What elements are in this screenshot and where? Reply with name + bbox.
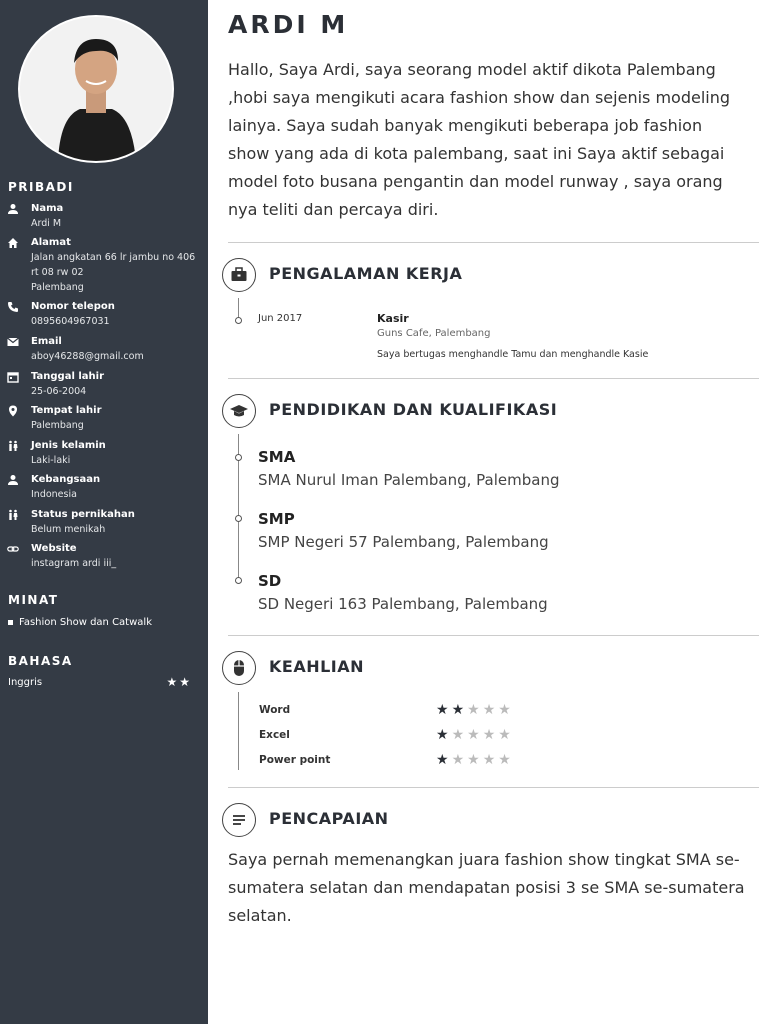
star-empty-icon: ★ bbox=[498, 752, 514, 768]
info-value: 0895604967031 bbox=[31, 316, 110, 327]
info-label: Tempat lahir bbox=[31, 405, 102, 416]
job-company: Guns Cafe, Palembang bbox=[377, 328, 491, 339]
home-icon bbox=[7, 237, 19, 249]
experience-section-title: PENGALAMAN KERJA bbox=[269, 264, 463, 283]
education-level: SMP bbox=[258, 510, 295, 528]
star-empty-icon: ★ bbox=[451, 752, 468, 768]
timeline-line bbox=[238, 692, 239, 770]
timeline-dot bbox=[235, 454, 242, 461]
star-empty-icon: ★ bbox=[482, 752, 499, 768]
education-school: SMP Negeri 57 Palembang, Palembang bbox=[258, 533, 549, 551]
info-value: 25-06-2004 bbox=[31, 386, 87, 397]
education-school: SMA Nurul Iman Palembang, Palembang bbox=[258, 471, 560, 489]
interests-section-title: MINAT bbox=[8, 593, 59, 607]
job-position: Kasir bbox=[377, 312, 409, 325]
info-value: Belum menikah bbox=[31, 524, 106, 535]
profile-photo bbox=[18, 15, 174, 163]
star-empty-icon: ★ bbox=[482, 727, 499, 743]
timeline-dot bbox=[235, 577, 242, 584]
education-school: SD Negeri 163 Palembang, Palembang bbox=[258, 595, 548, 613]
marital-status-icon bbox=[7, 509, 19, 521]
profile-summary: Hallo, Saya Ardi, saya seorang model aktif dikota Palembang ,hobi saya mengikuti acara fashion show dan sejenis modeling lainya. Saya sudah banyak mengikuti beberapa job fashion show yang ada di kota palembang, saat ini Saya aktif sebagai model foto busana pengantin dan model runway , saya orang nya teliti dan percaya diri. bbox=[228, 60, 731, 219]
skill-rating-stars bbox=[436, 703, 514, 717]
info-value: Jalan angkatan 66 lr jambu no 406 rt 08 rw 02 Palembang bbox=[31, 252, 196, 293]
star-empty-icon: ★ bbox=[467, 702, 483, 718]
info-value: Palembang bbox=[31, 420, 84, 431]
bullet-icon bbox=[8, 620, 13, 625]
calendar-icon bbox=[7, 371, 19, 383]
timeline-dot bbox=[235, 317, 242, 324]
info-value[interactable]: instagram ardi iii_ bbox=[31, 558, 117, 569]
info-label: Kebangsaan bbox=[31, 474, 101, 485]
star-empty-icon: ★ bbox=[451, 727, 468, 743]
star-empty-icon: ★ bbox=[498, 702, 514, 718]
star-filled-icon: ★ bbox=[436, 752, 452, 768]
languages-section-title: BAHASA bbox=[8, 654, 73, 668]
info-label[interactable]: Website bbox=[31, 543, 77, 554]
education-level: SMA bbox=[258, 448, 296, 466]
info-label: Alamat bbox=[31, 237, 71, 248]
info-value: aboy46288@gmail.com bbox=[31, 351, 144, 362]
skills-section-title: KEAHLIAN bbox=[269, 657, 365, 676]
info-label: Jenis kelamin bbox=[31, 440, 106, 451]
document-lines-icon bbox=[222, 803, 256, 837]
candidate-name: ARDI M bbox=[228, 10, 349, 39]
mouse-icon bbox=[222, 651, 256, 685]
job-date: Jun 2017 bbox=[258, 313, 303, 324]
section-divider bbox=[228, 635, 759, 636]
info-label: Tanggal lahir bbox=[31, 371, 105, 382]
language-item bbox=[8, 677, 192, 688]
timeline-dot bbox=[235, 515, 242, 522]
language-name: Inggris bbox=[8, 677, 43, 688]
star-empty-icon: ★ bbox=[482, 702, 499, 718]
info-value: Indonesia bbox=[31, 489, 77, 500]
nationality-icon bbox=[7, 474, 19, 486]
interest-label: Fashion Show dan Catwalk bbox=[19, 617, 152, 628]
info-label: Status pernikahan bbox=[31, 509, 135, 520]
personal-section-title: PRIBADI bbox=[8, 180, 74, 194]
phone-icon bbox=[7, 301, 19, 313]
graduation-cap-icon bbox=[222, 394, 256, 428]
location-pin-icon bbox=[7, 405, 19, 417]
star-filled-icon: ★ bbox=[451, 702, 468, 718]
star-empty-icon: ★ bbox=[467, 752, 483, 768]
info-value: Laki-laki bbox=[31, 455, 71, 466]
person-icon bbox=[7, 203, 19, 215]
gender-icon bbox=[7, 440, 19, 452]
star-filled-icon: ★ bbox=[436, 702, 452, 718]
link-icon bbox=[7, 543, 19, 555]
education-level: SD bbox=[258, 572, 282, 590]
skill-rating-stars bbox=[436, 728, 514, 742]
star-filled-icon: ★ bbox=[436, 727, 452, 743]
achievements-section-title: PENCAPAIAN bbox=[269, 809, 389, 828]
section-divider bbox=[228, 787, 759, 788]
info-label: Email bbox=[31, 336, 62, 347]
info-value: Ardi M bbox=[31, 218, 62, 229]
language-rating-stars: ★★ bbox=[166, 675, 192, 689]
info-label: Nomor telepon bbox=[31, 301, 115, 312]
star-empty-icon: ★ bbox=[467, 727, 483, 743]
interest-item bbox=[8, 617, 152, 628]
job-description: Saya bertugas menghandle Tamu dan menghandle Kasie bbox=[377, 349, 649, 360]
sidebar bbox=[0, 0, 208, 1024]
section-divider bbox=[228, 242, 759, 243]
section-divider bbox=[228, 378, 759, 379]
email-icon bbox=[7, 336, 19, 348]
briefcase-icon bbox=[222, 258, 256, 292]
achievement-text: Saya pernah memenangkan juara fashion show tingkat SMA se-sumatera selatan dan mendapatan posisi 3 se SMA se-sumatera selatan. bbox=[228, 850, 745, 925]
star-empty-icon: ★ bbox=[498, 727, 514, 743]
skill-name: Excel bbox=[259, 729, 290, 741]
skill-rating-stars bbox=[436, 753, 514, 767]
education-section-title: PENDIDIKAN DAN KUALIFIKASI bbox=[269, 400, 558, 419]
skill-name: Power point bbox=[259, 754, 331, 766]
skill-name: Word bbox=[259, 704, 291, 716]
info-label: Nama bbox=[31, 203, 64, 214]
